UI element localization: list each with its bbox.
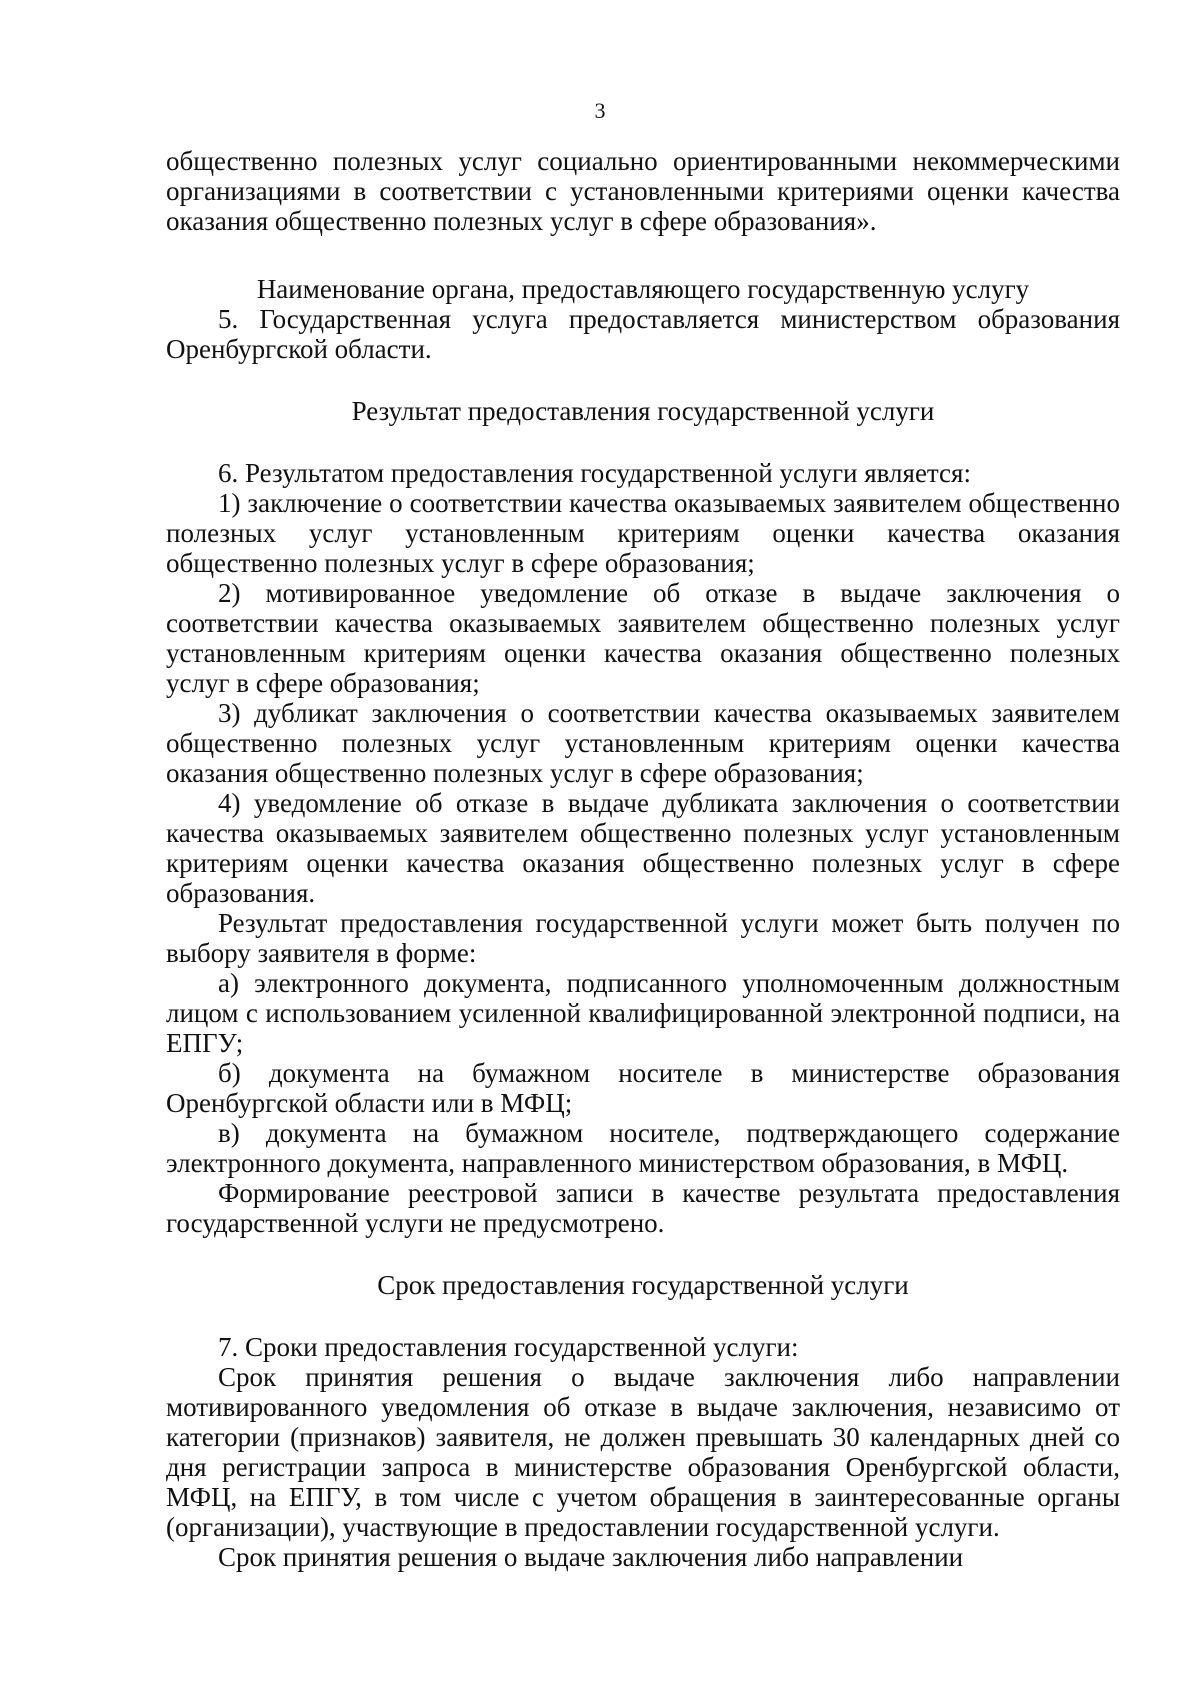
- section-heading-authority: Наименование органа, предоставляющего государственную услугу: [256, 274, 1030, 304]
- result-item-4: 4) уведомление об отказе в выдаче дубликата заключения о соответствии качества оказываемых заявителем общественно полезных услуг установленным критериям оценки качества оказания общественно полезных услуг в сфере образования.: [166, 788, 1120, 908]
- spacer: [166, 1300, 1120, 1332]
- spacer: [166, 426, 1120, 458]
- section-heading-term: Срок предоставления государственной услуги: [377, 1270, 909, 1300]
- term-paragraph-1: Срок принятия решения о выдаче заключения либо направлении мотивированного уведомления об отказе в выдаче заключения, независимо от категории (признаков) заявителя, не должен превышать 30 календарных дней со дня регистрации запроса в министерстве образования Оренбургской области, МФЦ, на ЕПГУ, в том числе с учетом обращения в заинтересованные органы (организации), участвующие в предоставлении государственной услуги.: [166, 1362, 1120, 1542]
- form-option-a: а) электронного документа, подписанного уполномоченным должностным лицом с использованием усиленной квалифицированной электронной подписи, на ЕПГУ;: [166, 968, 1120, 1058]
- spacer: [166, 364, 1120, 396]
- result-item-2: 2) мотивированное уведомление об отказе в выдаче заключения о соответствии качества оказываемых заявителем общественно полезных услуг установленным критериям оценки качества оказания общественно полезных услуг в сфере образования;: [166, 578, 1120, 698]
- result-item-1: 1) заключение о соответствии качества оказываемых заявителем общественно полезных услуг установленным критериям оценки качества оказания общественно полезных услуг в сфере образования;: [166, 488, 1120, 578]
- continuation-paragraph: общественно полезных услуг социально ориентированными некоммерческими организациями в соответствии с установленными критериями оценки качества оказания общественно полезных услуг в сфере образования».: [166, 146, 1120, 236]
- page-number: 3: [594, 98, 606, 123]
- result-form-paragraph: Результат предоставления государственной услуги может быть получен по выбору заявителя в форме:: [166, 908, 1120, 968]
- paragraph-6: 6. Результатом предоставления государственной услуги является:: [218, 458, 971, 488]
- registry-paragraph: Формирование реестровой записи в качестве результата предоставления государственной услуги не предусмотрено.: [166, 1178, 1120, 1238]
- document-body: [166, 146, 1120, 1572]
- section-heading-result: Результат предоставления государственной услуги: [351, 396, 935, 426]
- paragraph-5: 5. Государственная услуга предоставляется министерством образования Оренбургской области.: [166, 304, 1120, 364]
- spacer: [166, 236, 1120, 274]
- paragraph-7: 7. Сроки предоставления государственной услуги:: [218, 1332, 799, 1362]
- term-paragraph-2: Срок принятия решения о выдаче заключения либо направлении: [218, 1542, 964, 1572]
- form-option-c: в) документа на бумажном носителе, подтверждающего содержание электронного документа, направленного министерством образования, в МФЦ.: [166, 1118, 1120, 1178]
- form-option-b: б) документа на бумажном носителе в министерстве образования Оренбургской области или в МФЦ;: [166, 1058, 1120, 1118]
- result-item-3: 3) дубликат заключения о соответствии качества оказываемых заявителем общественно полезных услуг установленным критериям оценки качества оказания общественно полезных услуг в сфере образования;: [166, 698, 1120, 788]
- spacer: [166, 1238, 1120, 1270]
